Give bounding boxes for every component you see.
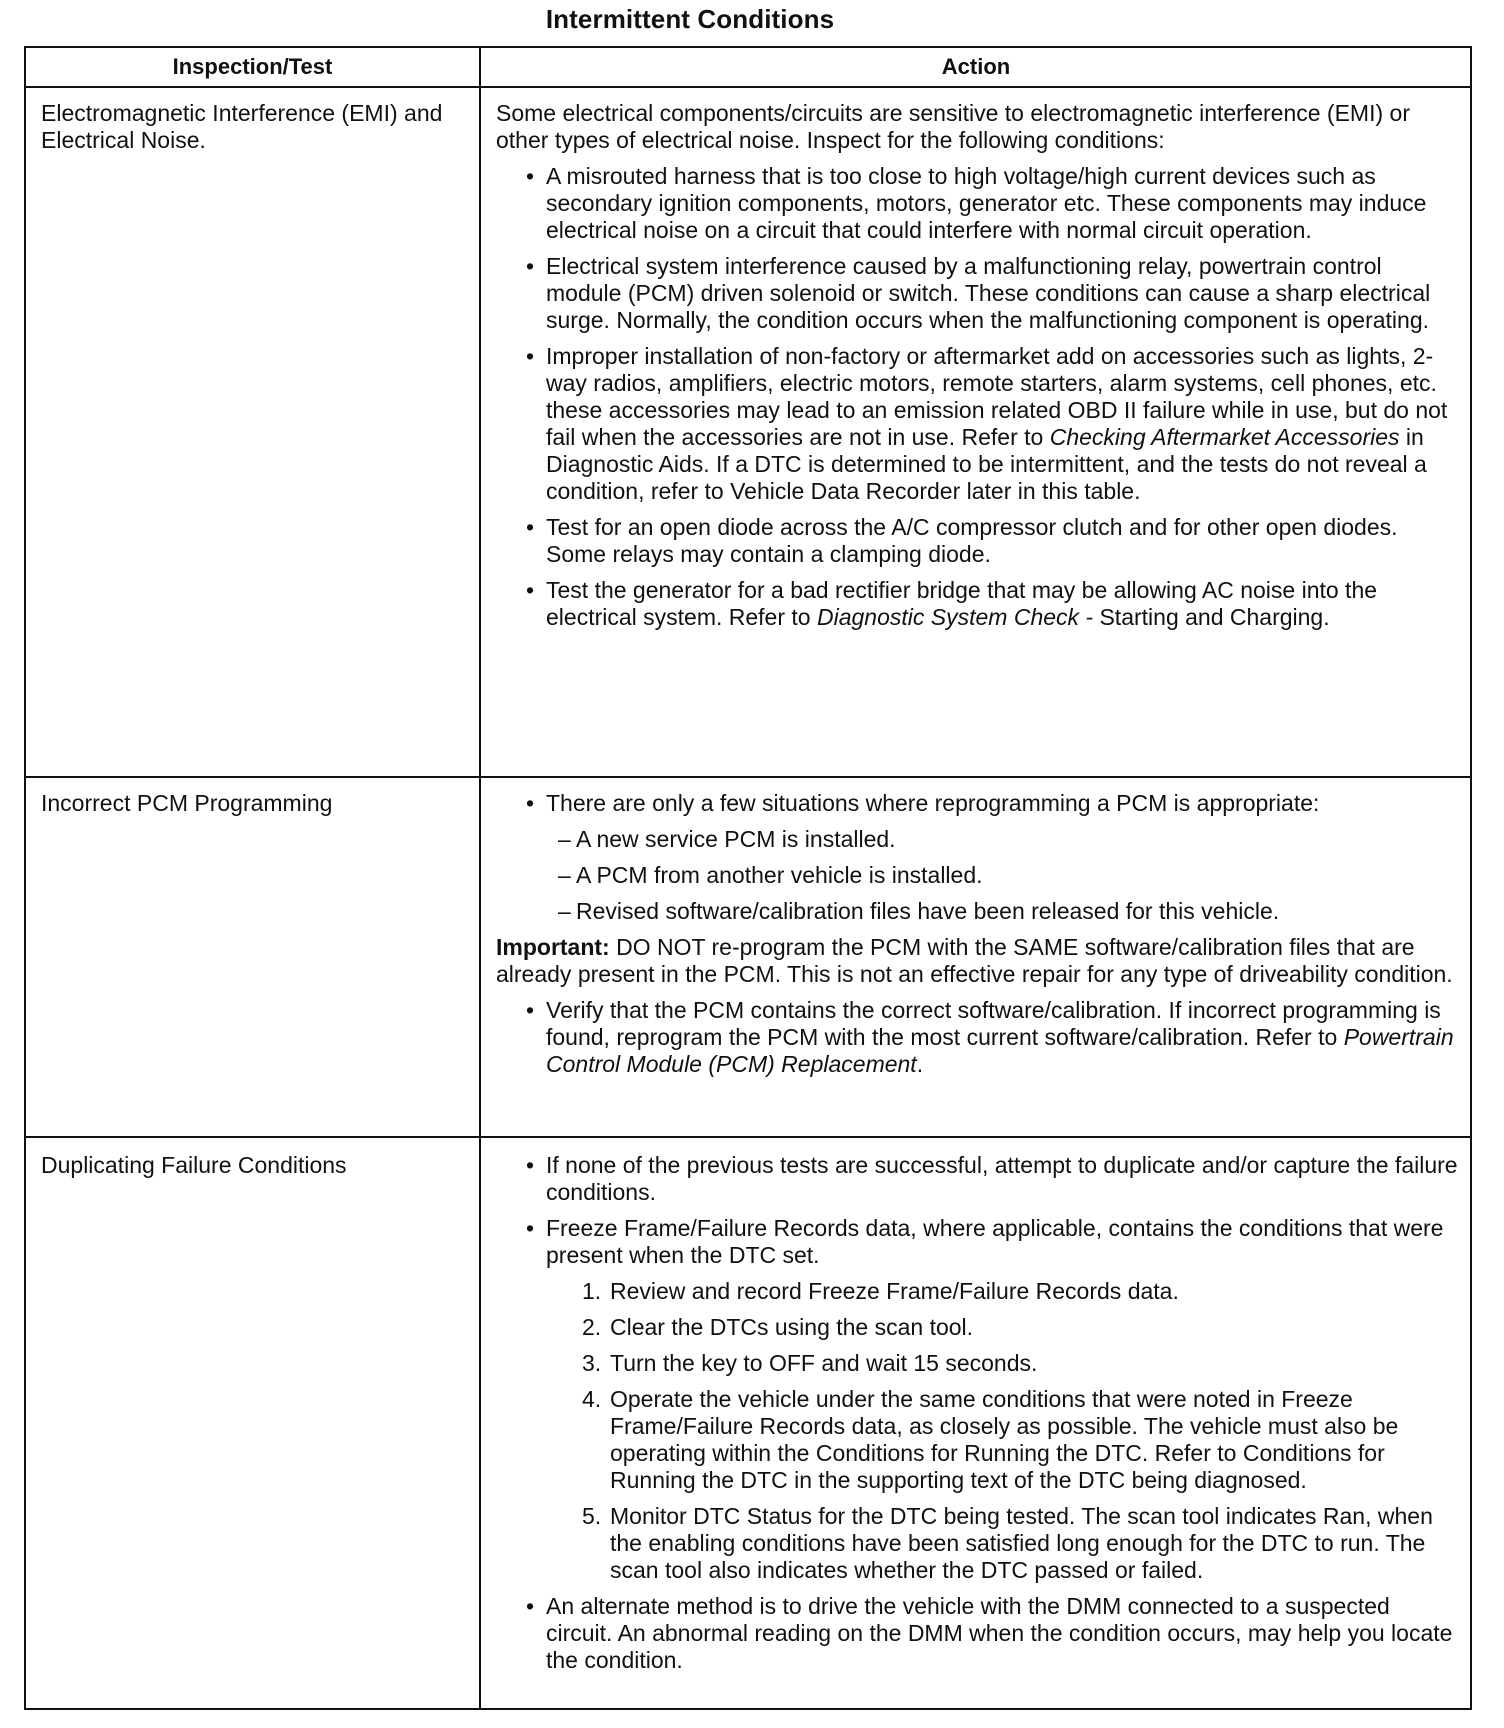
step-text: Review and record Freeze Frame/Failure Records data. (610, 1278, 1179, 1304)
row-emi-inspection: Electromagnetic Interference (EMI) and Electrical Noise. (41, 100, 443, 153)
step-number: 1. (582, 1278, 602, 1304)
emi-bullet-1: • A misrouted harness that is too close to high voltage/high current devices such as secondary ignition components, motors, generator etc. These components may induce electrical noise on a circuit that could interfere with normal circuit operation. (496, 163, 1461, 244)
intermittent-conditions-table (24, 46, 1472, 1710)
pcm-bullet-2-text: Verify that the PCM contains the correct software/calibration. If incorrect programming is found, reprogram the PCM with the most current software/calibration. Refer to (546, 997, 1441, 1050)
page-title: Intermittent Conditions (545, 4, 835, 34)
column-divider (479, 48, 481, 1708)
pcm-bullet-2-end: . (916, 1051, 924, 1077)
pcm-bullet-1: • There are only a few situations where reprogramming a PCM is appropriate: (496, 790, 1461, 817)
checking-aftermarket-accessories-ref: Checking Aftermarket Accessories (1049, 424, 1400, 450)
row-duplicating-action (496, 1152, 1461, 1674)
dup-step-5 (496, 1503, 1461, 1584)
row-divider-1 (26, 776, 1470, 778)
pcm-important-note (496, 934, 1461, 988)
row-emi-action (496, 100, 1461, 631)
emi-bullet-3-text-end: in Diagnostic Aids. If a DTC is determined to be intermittent, and the tests do not reveal a condition, refer to Vehicle Data Recorder later in this table. (546, 424, 1427, 504)
pcm-dash-3: – Revised software/calibration files have been released for this vehicle. (496, 898, 1461, 925)
dup-step-2 (496, 1314, 1461, 1341)
step-number: 3. (582, 1350, 602, 1376)
emi-intro: Some electrical components/circuits are sensitive to electromagnetic interference (EMI) or other types of electrical noise. Inspect for the following conditions: (496, 100, 1410, 153)
emi-bullet-3-text: Improper installation of non-factory or aftermarket add on accessories such as lights, 2-way radios, amplifiers, electric motors, remote starters, alarm systems, cell phones, etc. these accessories may lead to an emission related OBD II failure while in use, but do not fail when the accessories are not in use. Refer to (546, 343, 1448, 450)
dup-bullet-3: • An alternate method is to drive the vehicle with the DMM connected to a suspected circuit. An abnormal reading on the DMM when the condition occurs, may help you locate the condition. (496, 1593, 1461, 1674)
step-number: 2. (582, 1314, 602, 1340)
emi-bullet-4: • Test for an open diode across the A/C compressor clutch and for other open diodes. Some relays may contain a clamping diode. (496, 514, 1461, 568)
row-divider-2 (26, 1136, 1470, 1138)
dup-step-4 (496, 1386, 1461, 1494)
step-text: Operate the vehicle under the same conditions that were noted in Freeze Frame/Failure Records data, as closely as possible. The vehicle must also be operating within the Conditions for Running the DTC. Refer to Conditions for Running the DTC in the supporting text of the DTC being diagnosed. (610, 1386, 1399, 1493)
diagnostic-system-check-ref: Diagnostic System Check - (816, 604, 1094, 630)
emi-bullet-5-text-end: Starting and Charging. (1099, 604, 1330, 630)
step-number: 4. (582, 1386, 602, 1412)
emi-bullet-3 (496, 343, 1461, 505)
emi-bullet-5 (496, 577, 1461, 631)
row-pcm-action (496, 790, 1461, 1078)
step-number: 5. (582, 1503, 602, 1529)
step-text: Monitor DTC Status for the DTC being tested. The scan tool indicates Ran, when the enabling conditions have been satisfied long enough for the DTC to run. The scan tool also indicates whether the DTC passed or failed. (610, 1503, 1433, 1583)
dup-bullet-1: • If none of the previous tests are successful, attempt to duplicate and/or capture the failure conditions. (496, 1152, 1461, 1206)
dup-step-3 (496, 1350, 1461, 1377)
header-action: Action (941, 54, 1011, 79)
dup-step-1 (496, 1278, 1461, 1305)
header-divider (26, 86, 1470, 88)
emi-bullet-2: • Electrical system interference caused by a malfunctioning relay, powertrain control module (PCM) driven solenoid or switch. These conditions can cause a sharp electrical surge. Normally, the condition occurs when the malfunctioning component is operating. (496, 253, 1461, 334)
row-pcm-inspection: Incorrect PCM Programming (41, 790, 333, 816)
pcm-replacement-ref: Powertrain Control Module (PCM) Replacement (546, 1024, 1454, 1077)
row-duplicating-inspection: Duplicating Failure Conditions (41, 1152, 347, 1178)
step-text: Clear the DTCs using the scan tool. (610, 1314, 974, 1340)
important-label: Important: (496, 934, 610, 960)
pcm-dash-1: – A new service PCM is installed. (496, 826, 1461, 853)
step-text: Turn the key to OFF and wait 15 seconds. (610, 1350, 1038, 1376)
important-text: DO NOT re-program the PCM with the SAME software/calibration files that are already present in the PCM. This is not an effective repair for any type of driveability condition. (496, 934, 1453, 987)
pcm-bullet-2 (496, 997, 1461, 1078)
pcm-dash-2: – A PCM from another vehicle is installed. (496, 862, 1461, 889)
emi-bullet-5-text: Test the generator for a bad rectifier bridge that may be allowing AC noise into the electrical system. Refer to (546, 577, 1378, 630)
dup-bullet-2: • Freeze Frame/Failure Records data, where applicable, contains the conditions that were present when the DTC set. (496, 1215, 1461, 1269)
header-inspection-test: Inspection/Test (172, 54, 333, 79)
